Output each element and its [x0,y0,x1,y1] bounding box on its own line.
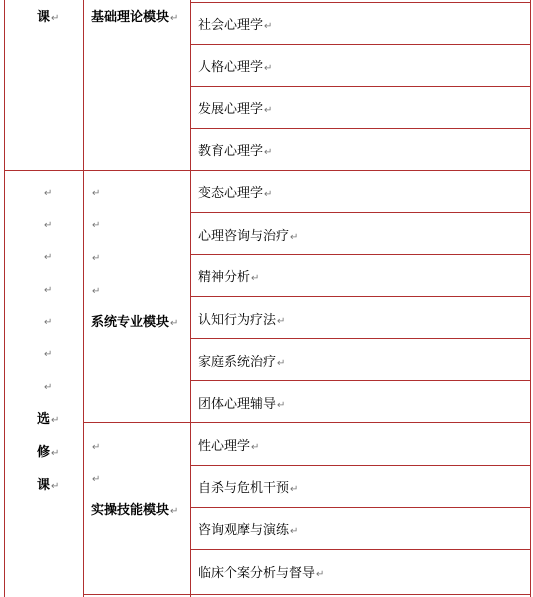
empty-paragraph-mark: ↵ [44,382,53,393]
category-label: 课↵ [37,478,60,493]
row-divider [190,212,531,213]
empty-paragraph-mark: ↵ [44,188,53,199]
module-title: 实操技能模块↵ [91,503,179,518]
row-divider [190,507,531,508]
section-divider [4,170,531,171]
empty-paragraph-mark: ↵ [44,285,53,296]
course-name: 家庭系统治疗↵ [198,355,286,370]
row-divider [190,380,531,381]
empty-paragraph-mark: ↵ [92,253,101,264]
module-title: 系统专业模块↵ [91,315,179,330]
row-divider [190,86,531,87]
row-divider [190,44,531,45]
course-name: 自杀与危机干预↵ [198,481,299,496]
table-border-top [190,2,531,3]
row-divider [190,128,531,129]
table-border-left [4,0,5,597]
row-divider [190,549,531,550]
course-name: 咨询观摩与演练↵ [198,523,299,538]
course-name: 性心理学↵ [198,439,260,454]
course-name: 心理咨询与治疗↵ [198,229,299,244]
empty-paragraph-mark: ↵ [92,286,101,297]
course-name: 临床个案分析与督导↵ [198,566,325,581]
category-label: 选↵ [37,412,60,427]
column-divider-1 [83,0,84,597]
course-name: 教育心理学↵ [198,144,273,159]
row-divider [190,338,531,339]
empty-paragraph-mark: ↵ [92,220,101,231]
course-name: 社会心理学↵ [198,18,273,33]
course-name: 发展心理学↵ [198,102,273,117]
empty-paragraph-mark: ↵ [92,474,101,485]
empty-paragraph-mark: ↵ [92,188,101,199]
empty-paragraph-mark: ↵ [44,220,53,231]
course-name: 变态心理学↵ [198,186,273,201]
row-divider [190,296,531,297]
category-label: 课↵ [37,10,60,25]
module-title: 基础理论模块↵ [91,10,179,25]
category-label: 修↵ [37,445,60,460]
course-name: 精神分析↵ [198,270,260,285]
empty-paragraph-mark: ↵ [44,252,53,263]
course-name: 团体心理辅导↵ [198,397,286,412]
course-name: 人格心理学↵ [198,60,273,75]
empty-paragraph-mark: ↵ [44,349,53,360]
course-name: 认知行为疗法↵ [198,313,286,328]
row-divider [190,465,531,466]
table-border-bottom [83,594,531,595]
empty-paragraph-mark: ↵ [92,442,101,453]
module-divider [83,422,531,423]
empty-paragraph-mark: ↵ [44,317,53,328]
row-divider [190,254,531,255]
